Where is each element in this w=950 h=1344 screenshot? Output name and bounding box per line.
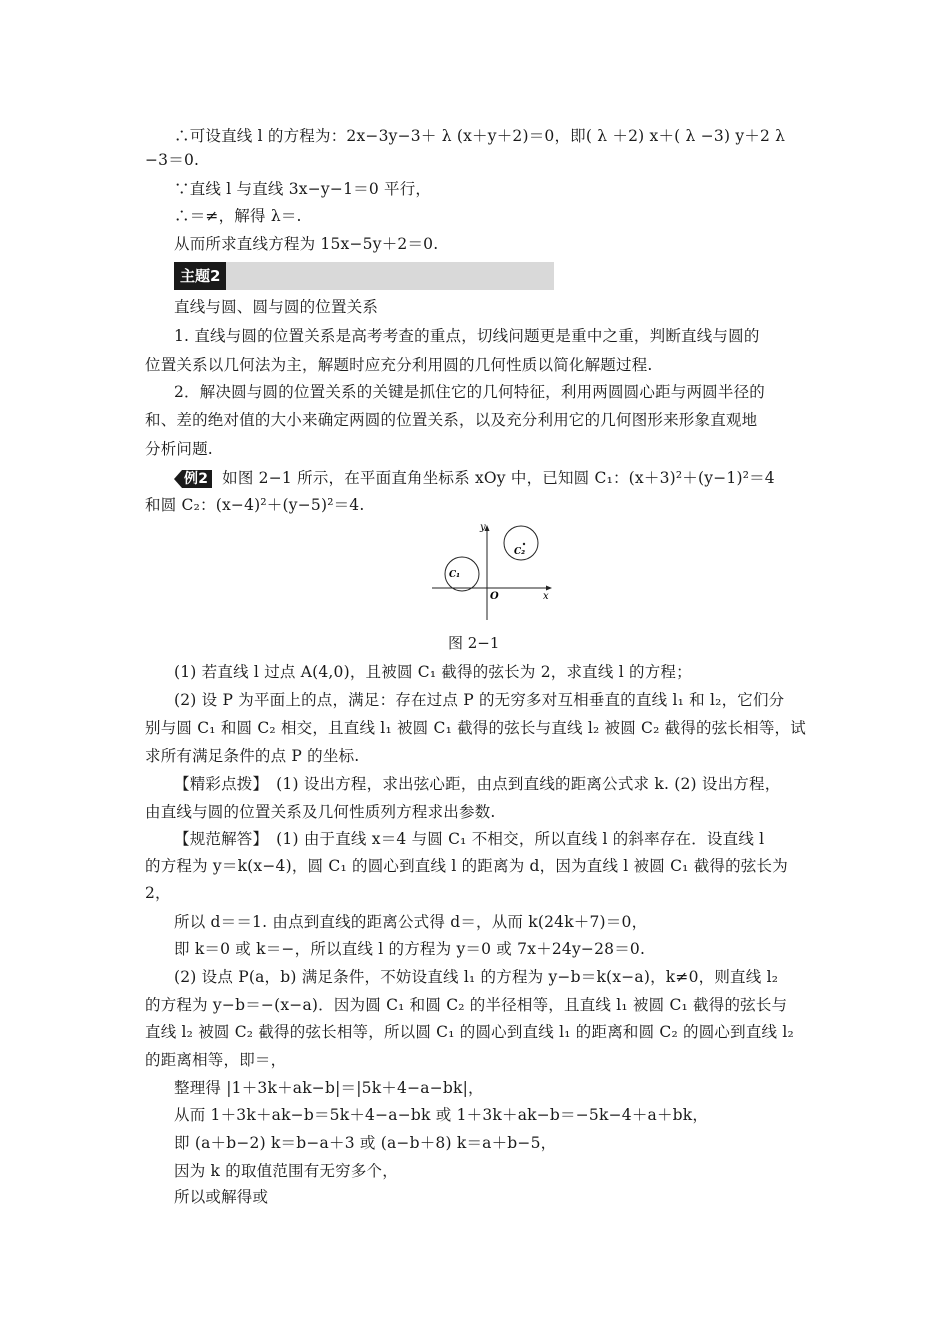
- text-line: 2，: [145, 884, 171, 902]
- text-line: 由直线与圆的位置关系及几何性质列方程求出参数.: [145, 803, 496, 821]
- figure-2-1: [428, 520, 558, 625]
- text-line: 所以或解得或: [174, 1188, 269, 1206]
- text-line: 所以 d＝＝1. 由点到直线的距离公式得 d＝，从而 k(24k＋7)＝0，: [174, 913, 648, 931]
- text-line: (2) 设点 P(a，b) 满足条件，不妨设直线 l₁ 的方程为 y−b＝k(x−a)，k≠0，则直线 l₂: [174, 968, 779, 986]
- y-axis-label: y: [480, 522, 486, 533]
- section-title: 直线与圆、圆与圆的位置关系: [174, 298, 379, 316]
- text-line: −3＝0.: [145, 151, 200, 169]
- text-line: 别与圆 C₁ 和圆 C₂ 相交，且直线 l₁ 被圆 C₁ 截得的弦长与直线 l₂ 被圆 C₂ 截得的弦长相等，试: [145, 719, 806, 737]
- text-line: 的方程为 y−b＝−(x−a)．因为圆 C₁ 和圆 C₂ 的半径相等，且直线 l₁ 被圆 C₁ 截得的弦长与: [145, 996, 788, 1014]
- x-axis-arrow: [546, 586, 552, 591]
- c1-label: C₁: [449, 570, 461, 580]
- text-line: 整理得 |1＋3k＋ak−b|＝|5k＋4−a−bk|，: [174, 1079, 484, 1097]
- text-line: ∵直线 l 与直线 3x−y−1＝0 平行，: [174, 180, 432, 198]
- text-line: 和圆 C₂：(x−4)²＋(y−5)²＝4.: [145, 496, 365, 514]
- text-line: 的方程为 y＝k(x−4)，圆 C₁ 的圆心到直线 l 的距离为 d，因为直线 l 被圆 C₁ 截得的弦长为: [145, 857, 788, 875]
- example-tag: 例2: [182, 470, 212, 488]
- example-line: [182, 467, 775, 489]
- origin-label: O: [490, 591, 499, 602]
- c2-label: C₂: [514, 547, 526, 557]
- center-c2: [523, 543, 525, 545]
- text-line: 即 (a＋b−2) k＝b−a＋3 或 (a−b＋8) k＝a＋b−5，: [174, 1134, 557, 1152]
- x-axis-label: x: [543, 591, 549, 602]
- text-line: 1. 直线与圆的位置关系是高考考查的重点，切线问题更是重中之重，判断直线与圆的: [174, 327, 760, 345]
- text-line: 求所有满足条件的点 P 的坐标.: [145, 747, 360, 765]
- text-line: 【精彩点拨】 (1) 设出方程，求出弦心距，由点到直线的距离公式求 k. (2) 设出方程，: [174, 775, 781, 793]
- text-line: 直线 l₂ 被圆 C₂ 截得的弦长相等，所以圆 C₁ 的圆心到直线 l₁ 的距离和圆 C₂ 的圆心到直线 l₂: [145, 1023, 794, 1041]
- text-line: ∴＝≠，解得 λ＝.: [174, 207, 302, 225]
- text-line: 分析问题.: [145, 440, 213, 458]
- figure-caption: 图 2−1: [448, 634, 500, 652]
- text-line: (1) 若直线 l 过点 A(4,0)，且被圆 C₁ 截得的弦长为 2，求直线 l 的方程；: [174, 663, 692, 681]
- text-line: 【规范解答】 (1) 由于直线 x＝4 与圆 C₁ 不相交，所以直线 l 的斜率存在．设直线 l: [174, 830, 765, 848]
- topic-label: 主题2: [174, 262, 226, 290]
- text-line: 从而 1＋3k＋ak−b＝5k＋4−a−bk 或 1＋3k＋ak−b＝−5k−4＋a＋bk，: [174, 1106, 709, 1124]
- text-line: 从而所求直线方程为 15x−5y＋2＝0.: [174, 235, 439, 253]
- text-line: 即 k＝0 或 k＝−，所以直线 l 的方程为 y＝0 或 7x＋24y−28＝0.: [174, 940, 646, 958]
- text-line: 和、差的绝对值的大小来确定两圆的位置关系，以及充分利用它的几何图形来形象直观地: [145, 411, 758, 429]
- text-line: 2．解决圆与圆的位置关系的关键是抓住它的几何特征，利用两圆圆心距与两圆半径的: [174, 383, 765, 401]
- topic-header-bar: [174, 262, 554, 290]
- text-line: 位置关系以几何法为主，解题时应充分利用圆的几何性质以简化解题过程.: [145, 356, 653, 374]
- text-line: 如图 2−1 所示，在平面直角坐标系 xOy 中，已知圆 C₁：(x＋3)²＋(y−1)²＝4: [222, 469, 775, 487]
- text-line: 因为 k 的取值范围有无穷多个，: [174, 1162, 398, 1180]
- text-line: ∴可设直线 l 的方程为：2x−3y−3＋ λ (x＋y＋2)＝0，即( λ ＋2) x＋( λ −3) y＋2 λ: [174, 127, 786, 145]
- text-line: (2) 设 P 为平面上的点，满足：存在过点 P 的无穷多对互相垂直的直线 l₁ 和 l₂，它们分: [174, 691, 785, 709]
- text-line: 的距离相等，即＝，: [145, 1051, 287, 1069]
